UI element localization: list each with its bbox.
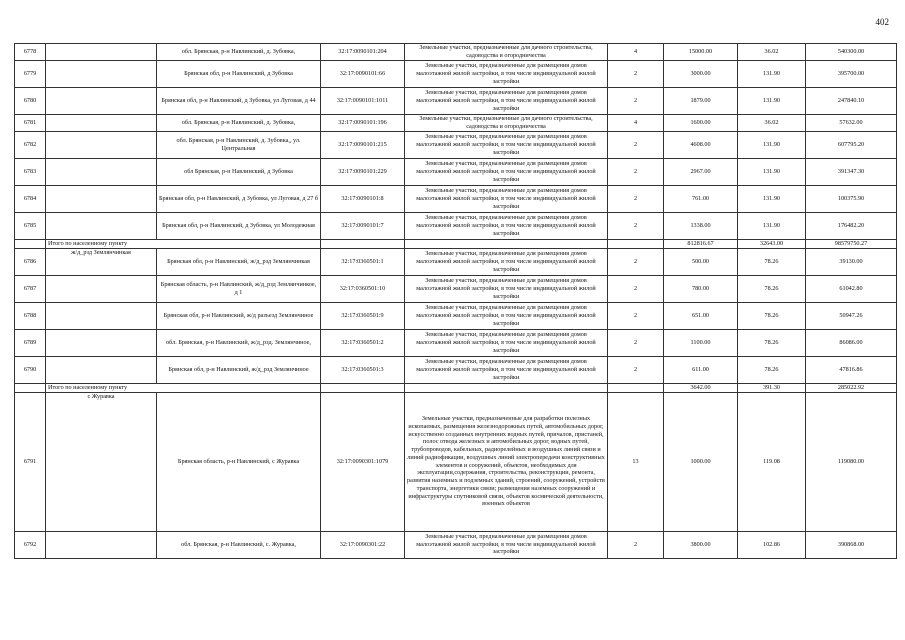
table-row (15, 44, 897, 61)
cell-locality (46, 88, 157, 115)
cell-locality (46, 356, 157, 383)
cell-number: 6788 (15, 302, 46, 329)
cell-land-use: Земельные участки, предназначенные для размещения домов малоэтажной жилой застройки, в том числе индивидуальной жилой застройки (405, 356, 608, 383)
cell-number (15, 383, 46, 392)
page-number: 402 (875, 17, 889, 27)
cell-cadastral-number: 32:17:0360501:2 (321, 329, 405, 356)
cell-area: 1600.00 (664, 115, 738, 132)
cell-number: 6779 (15, 61, 46, 88)
table-row (15, 275, 897, 302)
cell-empty (405, 383, 608, 392)
cell-use-category: 2 (608, 88, 664, 115)
cell-cadastral-number: 32:17:0090301:22 (321, 531, 405, 558)
cell-unit-price: 78.26 (738, 302, 806, 329)
cell-cadastral-cost: 390868.00 (806, 531, 897, 558)
cell-cadastral-cost: 39130.00 (806, 248, 897, 275)
cell-land-use: Земельные участки, предназначенные для дачного строительства, садоводства и огородничества (405, 115, 608, 132)
cell-locality (46, 275, 157, 302)
cell-land-use: Земельные участки, предназначенные для размещения домов малоэтажной жилой застройки, в том числе индивидуальной жилой застройки (405, 213, 608, 240)
cell-land-use: Земельные участки, предназначенные для разработки полезных ископаемых, размещения железнодорожных путей, автомобильных дорог, искусственно созданных внутренних водных путей, причалов, пристаней, полос отвода железных и автомобильных дорог, водных путей, трубопроводов, кабельных, радиорелейных и воздушных линий связи и линий радиофикации, воздушных линий электропередачи конструктивных элементов и сооружений, объектов, необходимых для эксплуатации,содержания, строительства, реконструкции, ремонта, развития наземных и подземных зданий, строений, сооружений, устройств транспорта, энергетики связи; размещения наземных сооружений и инфраструктуры спутниковой связи, объектов космической деятельности, военных объектов (405, 392, 608, 531)
cell-area: 3800.00 (664, 531, 738, 558)
cell-address: Брянская область, р-н Навлинский, с Журавка (157, 392, 321, 531)
cell-cadastral-number: 32:17:0360501:3 (321, 356, 405, 383)
cell-cadastral-number: 32:17:0360501:9 (321, 302, 405, 329)
cell-use-category: 2 (608, 159, 664, 186)
cell-address: Брянская обл, р-н Навлинский, д Зубовка (157, 61, 321, 88)
cell-cadastral-cost: 57632.00 (806, 115, 897, 132)
cell-use-category: 2 (608, 302, 664, 329)
table-row (15, 88, 897, 115)
table-row (15, 329, 897, 356)
cell-locality (46, 61, 157, 88)
table-row (15, 302, 897, 329)
cell-area: 1338.00 (664, 213, 738, 240)
cell-area: 1100.00 (664, 329, 738, 356)
cell-use-category: 2 (608, 186, 664, 213)
cell-number: 6780 (15, 88, 46, 115)
subtotal-price: 32643.00 (738, 240, 806, 249)
cell-address: Брянская обл, р-н Навлинский, ж/д_рзд Землянчинкая (157, 248, 321, 275)
cell-address: Брянская обл, р-н Навлинский, д Зубовка, ул Луговая, д 27 б (157, 186, 321, 213)
cell-number: 6790 (15, 356, 46, 383)
cell-address: Брянская обл, р-н Навлинский, д Зубовка, ул Молодежная (157, 213, 321, 240)
cell-area: 1879.00 (664, 88, 738, 115)
subtotal-area: 3642.00 (664, 383, 738, 392)
cell-area: 2967.00 (664, 159, 738, 186)
cell-unit-price: 131.90 (738, 159, 806, 186)
cell-number (15, 240, 46, 249)
cell-number: 6791 (15, 392, 46, 531)
cell-address: обл. Брянская, р-н Навлинский, д. Зубовка,, ул. Центральная (157, 132, 321, 159)
cell-unit-price: 131.90 (738, 186, 806, 213)
cell-cadastral-cost: 100375.90 (806, 186, 897, 213)
cell-unit-price: 78.26 (738, 248, 806, 275)
cell-area: 15000.00 (664, 44, 738, 61)
cell-number: 6783 (15, 159, 46, 186)
cell-cadastral-number: 32:17:0360501:1 (321, 248, 405, 275)
table-row (15, 61, 897, 88)
cell-use-category: 2 (608, 61, 664, 88)
cell-unit-price: 131.90 (738, 213, 806, 240)
cell-area: 651.00 (664, 302, 738, 329)
cell-address: Брянская обл, р-н Навлинский, ж/д_рзд Землянчиное (157, 356, 321, 383)
cell-unit-price: 78.26 (738, 275, 806, 302)
cell-area: 3000.00 (664, 61, 738, 88)
cell-empty (405, 240, 608, 249)
table-row (15, 248, 897, 275)
cell-number: 6789 (15, 329, 46, 356)
cell-locality (46, 159, 157, 186)
cell-cadastral-number: 32:17:0360501:10 (321, 275, 405, 302)
table-row (15, 115, 897, 132)
cell-cadastral-cost: 47816.86 (806, 356, 897, 383)
cell-unit-price: 36.02 (738, 44, 806, 61)
cell-cadastral-cost: 247840.10 (806, 88, 897, 115)
cell-empty (321, 240, 405, 249)
cell-area: 780.00 (664, 275, 738, 302)
cell-cadastral-cost: 607795.20 (806, 132, 897, 159)
cell-unit-price: 131.90 (738, 61, 806, 88)
subtotal-row (15, 383, 897, 392)
cell-cadastral-cost: 119080.00 (806, 392, 897, 531)
subtotal-price: 391.30 (738, 383, 806, 392)
cell-locality: с Журавка (46, 392, 157, 531)
table-row (15, 132, 897, 159)
cell-unit-price: 131.90 (738, 132, 806, 159)
cell-cadastral-number: 32:17:0090101:66 (321, 61, 405, 88)
cell-cadastral-number: 32:17:0090101:1011 (321, 88, 405, 115)
cell-locality (46, 302, 157, 329)
table-row (15, 186, 897, 213)
cell-address: обл. Брянская, р-н Навлинский, д. Зубовка, (157, 115, 321, 132)
cell-land-use: Земельные участки, предназначенные для размещения домов малоэтажной жилой застройки, в том числе индивидуальной жилой застройки (405, 61, 608, 88)
cell-locality (46, 132, 157, 159)
cell-number: 6785 (15, 213, 46, 240)
cell-use-category: 4 (608, 115, 664, 132)
cell-land-use: Земельные участки, предназначенные для размещения домов малоэтажной жилой застройки, в том числе индивидуальной жилой застройки (405, 132, 608, 159)
cell-address: обл. Брянская, р-н Навлинский, с. Журавка, (157, 531, 321, 558)
cell-use-category: 2 (608, 356, 664, 383)
land-valuation-table (14, 43, 897, 559)
cell-number: 6781 (15, 115, 46, 132)
cell-locality (46, 186, 157, 213)
cell-area: 500.00 (664, 248, 738, 275)
cell-area: 761.00 (664, 186, 738, 213)
cell-number: 6778 (15, 44, 46, 61)
cell-number: 6786 (15, 248, 46, 275)
cell-land-use: Земельные участки, предназначенные для размещения домов малоэтажной жилой застройки, в том числе индивидуальной жилой застройки (405, 302, 608, 329)
cell-cadastral-number: 32:17:0090101:215 (321, 132, 405, 159)
cell-cadastral-number: 32:17:0090301:1079 (321, 392, 405, 531)
cell-area: 1000.00 (664, 392, 738, 531)
cell-empty (608, 383, 664, 392)
table-row (15, 213, 897, 240)
cell-land-use: Земельные участки, предназначенные для размещения домов малоэтажной жилой застройки, в том числе индивидуальной жилой застройки (405, 159, 608, 186)
cell-unit-price: 78.26 (738, 356, 806, 383)
cell-land-use: Земельные участки, предназначенные для размещения домов малоэтажной жилой застройки, в том числе индивидуальной жилой застройки (405, 329, 608, 356)
table-row (15, 159, 897, 186)
subtotal-label: Итого по населенному пункту (46, 383, 321, 392)
cell-cadastral-number: 32:17:0090101:204 (321, 44, 405, 61)
cell-address: Брянская обл, р-н Навлинский, д Зубовка, ул Луговая, д 44 (157, 88, 321, 115)
cell-land-use: Земельные участки, предназначенные для размещения домов малоэтажной жилой застройки, в том числе индивидуальной жилой застройки (405, 275, 608, 302)
cell-land-use: Земельные участки, предназначенные для размещения домов малоэтажной жилой застройки, в том числе индивидуальной жилой застройки (405, 248, 608, 275)
cell-address: обл. Брянская, р-н Навлинский, ж/д_рзд. Землянчиное, (157, 329, 321, 356)
cell-number: 6784 (15, 186, 46, 213)
cell-unit-price: 78.26 (738, 329, 806, 356)
cell-cadastral-cost: 50947.26 (806, 302, 897, 329)
cell-address: обл Брянская, р-н Навлинский, д Зубовка (157, 159, 321, 186)
cell-cadastral-cost: 540300.00 (806, 44, 897, 61)
cell-land-use: Земельные участки, предназначенные для дачного строительства, садоводства и огородничества (405, 44, 608, 61)
cell-cadastral-cost: 86086.00 (806, 329, 897, 356)
cell-land-use: Земельные участки, предназначенные для размещения домов малоэтажной жилой застройки, в том числе индивидуальной жилой застройки (405, 88, 608, 115)
cell-land-use: Земельные участки, предназначенные для размещения домов малоэтажной жилой застройки, в том числе индивидуальной жилой застройки (405, 186, 608, 213)
cell-address: Брянская область, р-н Навлинский, ж/д_рзд Землянчинкое, д 1 (157, 275, 321, 302)
cell-use-category: 2 (608, 275, 664, 302)
cell-area: 611.00 (664, 356, 738, 383)
cell-locality (46, 44, 157, 61)
cell-use-category: 2 (608, 329, 664, 356)
cell-empty (608, 240, 664, 249)
cell-number: 6782 (15, 132, 46, 159)
subtotal-area: 812816.67 (664, 240, 738, 249)
cell-use-category: 2 (608, 531, 664, 558)
table-row (15, 531, 897, 558)
cell-locality (46, 115, 157, 132)
subtotal-row (15, 240, 897, 249)
cell-cadastral-number: 32:17:0090101:196 (321, 115, 405, 132)
cell-cadastral-cost: 176482.20 (806, 213, 897, 240)
cell-locality: ж/д_рзд Землянчинкая (46, 248, 157, 275)
cell-unit-price: 119.08 (738, 392, 806, 531)
cell-cadastral-number: 32:17:0090101:7 (321, 213, 405, 240)
cell-use-category: 2 (608, 213, 664, 240)
cell-cadastral-cost: 395700.00 (806, 61, 897, 88)
cell-cadastral-number: 32:17:0090101:229 (321, 159, 405, 186)
cell-use-category: 2 (608, 248, 664, 275)
cell-cadastral-number: 32:17:0090101:8 (321, 186, 405, 213)
cell-cadastral-cost: 391347.30 (806, 159, 897, 186)
subtotal-cost: 98579750.27 (806, 240, 897, 249)
cell-number: 6792 (15, 531, 46, 558)
subtotal-label: Итого по населенному пункту (46, 240, 321, 249)
cell-unit-price: 102.86 (738, 531, 806, 558)
cell-use-category: 4 (608, 44, 664, 61)
cell-use-category: 13 (608, 392, 664, 531)
cell-area: 4608.00 (664, 132, 738, 159)
cell-use-category: 2 (608, 132, 664, 159)
cell-locality (46, 329, 157, 356)
table-row (15, 392, 897, 531)
cell-unit-price: 131.90 (738, 88, 806, 115)
cell-address: Брянская обл, р-н Навлинский, ж/д разъезд Землянчиное (157, 302, 321, 329)
cell-address: обл. Брянская, р-н Навлинский, д. Зубовка, (157, 44, 321, 61)
table-row (15, 356, 897, 383)
cell-locality (46, 213, 157, 240)
cell-land-use: Земельные участки, предназначенные для размещения домов малоэтажной жилой застройки, в том числе индивидуальной жилой застройки (405, 531, 608, 558)
cell-cadastral-cost: 61042.80 (806, 275, 897, 302)
cell-number: 6787 (15, 275, 46, 302)
cell-empty (321, 383, 405, 392)
cell-locality (46, 531, 157, 558)
cell-unit-price: 36.02 (738, 115, 806, 132)
subtotal-cost: 285022.92 (806, 383, 897, 392)
